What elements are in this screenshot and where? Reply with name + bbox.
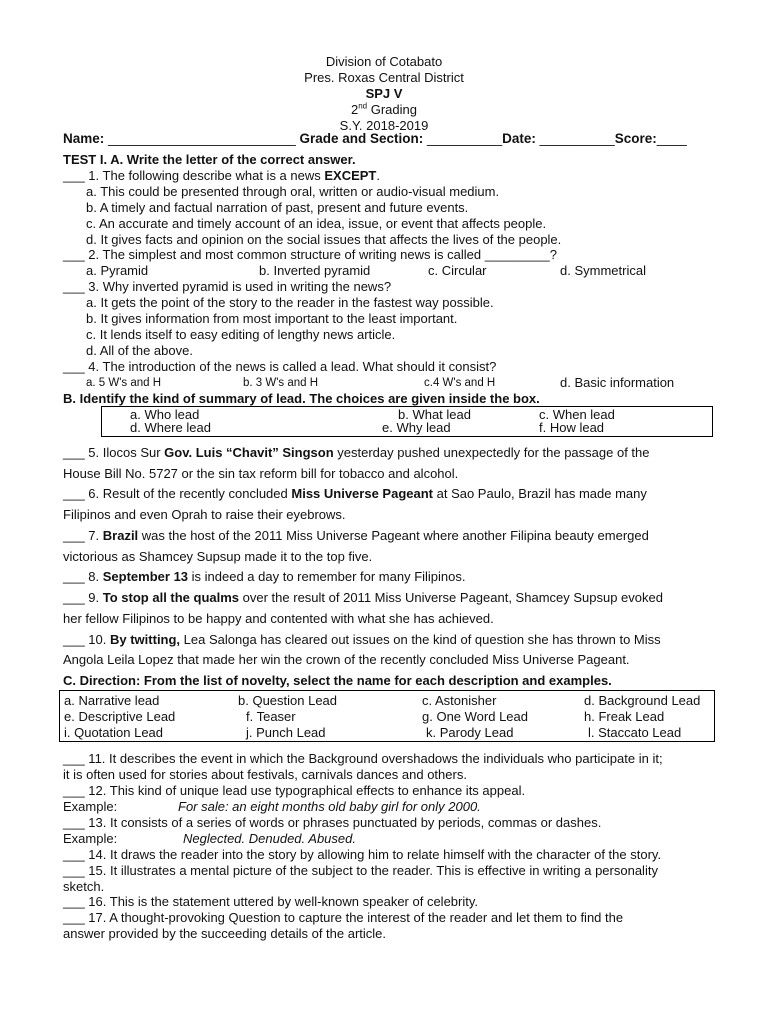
q1-choice-d: d. It gives facts and opinion on the social issues that affects the lives of the people. bbox=[86, 232, 562, 247]
name-blank: _________________________ bbox=[104, 131, 300, 146]
question-17: ___ 17. A thought-provoking Question to capture the interest of the reader and let them to find the bbox=[63, 910, 624, 925]
q4-choice-d: d. Basic information bbox=[560, 375, 675, 390]
question-6-cont: Filipinos and even Oprah to raise their eyebrows. bbox=[63, 507, 346, 522]
box-c-choice-f: f. Teaser bbox=[246, 709, 296, 724]
question-8: ___ 8. September 13 is indeed a day to remember for many Filipinos. bbox=[63, 569, 466, 584]
box-c-choice-a: a. Narrative lead bbox=[64, 693, 160, 708]
question-9-cont: her fellow Filipinos to be happy and contented with what she has achieved. bbox=[63, 611, 494, 626]
date-label: Date: bbox=[502, 131, 536, 146]
question-11: ___ 11. It describes the event in which the Background overshadows the individuals who participate in it; bbox=[63, 751, 663, 766]
box-c-choice-l: l. Staccato Lead bbox=[588, 725, 682, 740]
question-11-cont: it is often used for stories about festivals, carnivals dances and others. bbox=[63, 767, 467, 782]
question-6: ___ 6. Result of the recently concluded Miss Universe Pageant at Sao Paulo, Brazil has made many bbox=[63, 486, 647, 501]
box-c-choice-k: k. Parody Lead bbox=[426, 725, 514, 740]
question-4: ___ 4. The introduction of the news is called a lead. What should it consist? bbox=[63, 359, 497, 374]
box-b-choice-b: b. What lead bbox=[398, 407, 471, 422]
grading-label: 2nd Grading bbox=[350, 101, 417, 117]
box-b-choice-a: a. Who lead bbox=[130, 407, 200, 422]
sectionB-choices-box bbox=[101, 406, 713, 437]
subject-label: SPJ V bbox=[365, 86, 403, 101]
box-b-choice-e: e. Why lead bbox=[382, 420, 451, 435]
example-1-text: For sale: an eight months old baby girl for only 2000. bbox=[178, 799, 481, 814]
question-12: ___ 12. This kind of unique lead use typographical effects to enhance its appeal. bbox=[63, 783, 526, 798]
question-1: ___ 1. The following describe what is a news EXCEPT. bbox=[63, 168, 380, 183]
box-c-choice-d: d. Background Lead bbox=[584, 693, 701, 708]
q3-choice-b: b. It gives information from most important to the least important. bbox=[86, 311, 458, 326]
question-13: ___ 13. It consists of a series of words or phrases punctuated by periods, commas or dashes. bbox=[63, 815, 602, 830]
question-3: ___ 3. Why inverted pyramid is used in writing the news? bbox=[63, 279, 392, 294]
box-c-choice-c: c. Astonisher bbox=[422, 693, 497, 708]
example-1-label: Example: bbox=[63, 799, 118, 814]
question-9: ___ 9. To stop all the qualms over the result of 2011 Miss Universe Pageant, Shamcey Supsup evoked bbox=[63, 590, 663, 605]
q2-choice-d: d. Symmetrical bbox=[560, 263, 646, 278]
name-label: Name: bbox=[63, 131, 105, 146]
date-blank: __________ bbox=[535, 131, 615, 146]
question-7-cont: victorious as Shamcey Supsup made it to the top five. bbox=[63, 549, 373, 564]
q2-choice-c: c. Circular bbox=[428, 263, 487, 278]
q2-choice-a: a. Pyramid bbox=[86, 263, 149, 278]
test1-title: TEST I. A. Write the letter of the correct answer. bbox=[63, 152, 356, 167]
q1-choice-a: a. This could be presented through oral, written or audio-visual medium. bbox=[86, 184, 500, 199]
question-15: ___ 15. It illustrates a mental picture of the subject to the reader. This is effective in writing a personality bbox=[63, 863, 658, 878]
question-15-cont: sketch. bbox=[63, 879, 105, 894]
q3-choice-d: d. All of the above. bbox=[86, 343, 193, 358]
box-c-choice-e: e. Descriptive Lead bbox=[64, 709, 176, 724]
question-14: ___ 14. It draws the reader into the story by allowing him to relate himself with the character of the story. bbox=[63, 847, 662, 862]
example-2-label: Example: bbox=[63, 831, 118, 846]
q3-choice-c: c. It lends itself to easy editing of lengthy news article. bbox=[86, 327, 396, 342]
q3-choice-a: a. It gets the point of the story to the reader in the fastest way possible. bbox=[86, 295, 494, 310]
q4-choice-b: b. 3 W's and H bbox=[243, 377, 319, 389]
score-blank: ____ bbox=[656, 131, 687, 146]
question-10: ___ 10. By twitting, Lea Salonga has cleared out issues on the kind of question she has thrown to Miss bbox=[63, 632, 661, 647]
question-17-cont: answer provided by the succeeding details of the article. bbox=[63, 926, 387, 941]
division-label: Division of Cotabato bbox=[325, 54, 443, 69]
example-2-text: Neglected. Denuded. Abused. bbox=[183, 831, 356, 846]
sectionC-choices-box bbox=[59, 690, 715, 742]
q1-choice-b: b. A timely and factual narration of past, present and future events. bbox=[86, 200, 469, 215]
district-label: Pres. Roxas Central District bbox=[304, 70, 464, 85]
question-16: ___ 16. This is the statement uttered by well-known speaker of celebrity. bbox=[63, 894, 479, 909]
question-5-cont: House Bill No. 5727 or the sin tax reform bill for tobacco and alcohol. bbox=[63, 466, 459, 481]
box-c-choice-i: i. Quotation Lead bbox=[64, 725, 164, 740]
box-b-choice-c: c. When lead bbox=[539, 407, 615, 422]
grade-section-blank: __________ bbox=[423, 131, 503, 146]
student-info-line bbox=[63, 131, 687, 147]
question-7: ___ 7. Brazil was the host of the 2011 Miss Universe Pageant where another Filipina beauty emerged bbox=[63, 528, 649, 543]
box-c-choice-j: j. Punch Lead bbox=[246, 725, 326, 740]
school-year-label: S.Y. 2018-2019 bbox=[339, 118, 429, 133]
sectionB-title: B. Identify the kind of summary of lead. The choices are given inside the box. bbox=[63, 391, 540, 406]
question-2: ___ 2. The simplest and most common structure of writing news is called _________? bbox=[63, 247, 558, 262]
question-5: ___ 5. Ilocos Sur Gov. Luis “Chavit” Singson yesterday pushed unexpectedly for the passage of the bbox=[63, 445, 650, 460]
grade-section-label: Grade and Section: bbox=[299, 131, 424, 146]
question-10-cont: Angola Leila Lopez that made her win the crown of the recently concluded Miss Universe Pageant. bbox=[63, 652, 630, 667]
box-c-choice-h: h. Freak Lead bbox=[584, 709, 665, 724]
box-b-choice-f: f. How lead bbox=[539, 420, 605, 435]
q4-choice-a: a. 5 W's and H bbox=[86, 377, 162, 389]
box-c-choice-g: g. One Word Lead bbox=[422, 709, 528, 724]
q2-choice-b: b. Inverted pyramid bbox=[259, 263, 371, 278]
score-label: Score: bbox=[614, 131, 657, 146]
box-c-choice-b: b. Question Lead bbox=[238, 693, 338, 708]
q4-choice-c: c.4 W's and H bbox=[424, 377, 496, 389]
box-b-choice-d: d. Where lead bbox=[130, 420, 211, 435]
sectionC-title: C. Direction: From the list of novelty, select the name for each description and examples. bbox=[63, 673, 612, 688]
q1-choice-c: c. An accurate and timely account of an idea, issue, or event that affects people. bbox=[86, 216, 547, 231]
exam-header bbox=[0, 54, 768, 134]
